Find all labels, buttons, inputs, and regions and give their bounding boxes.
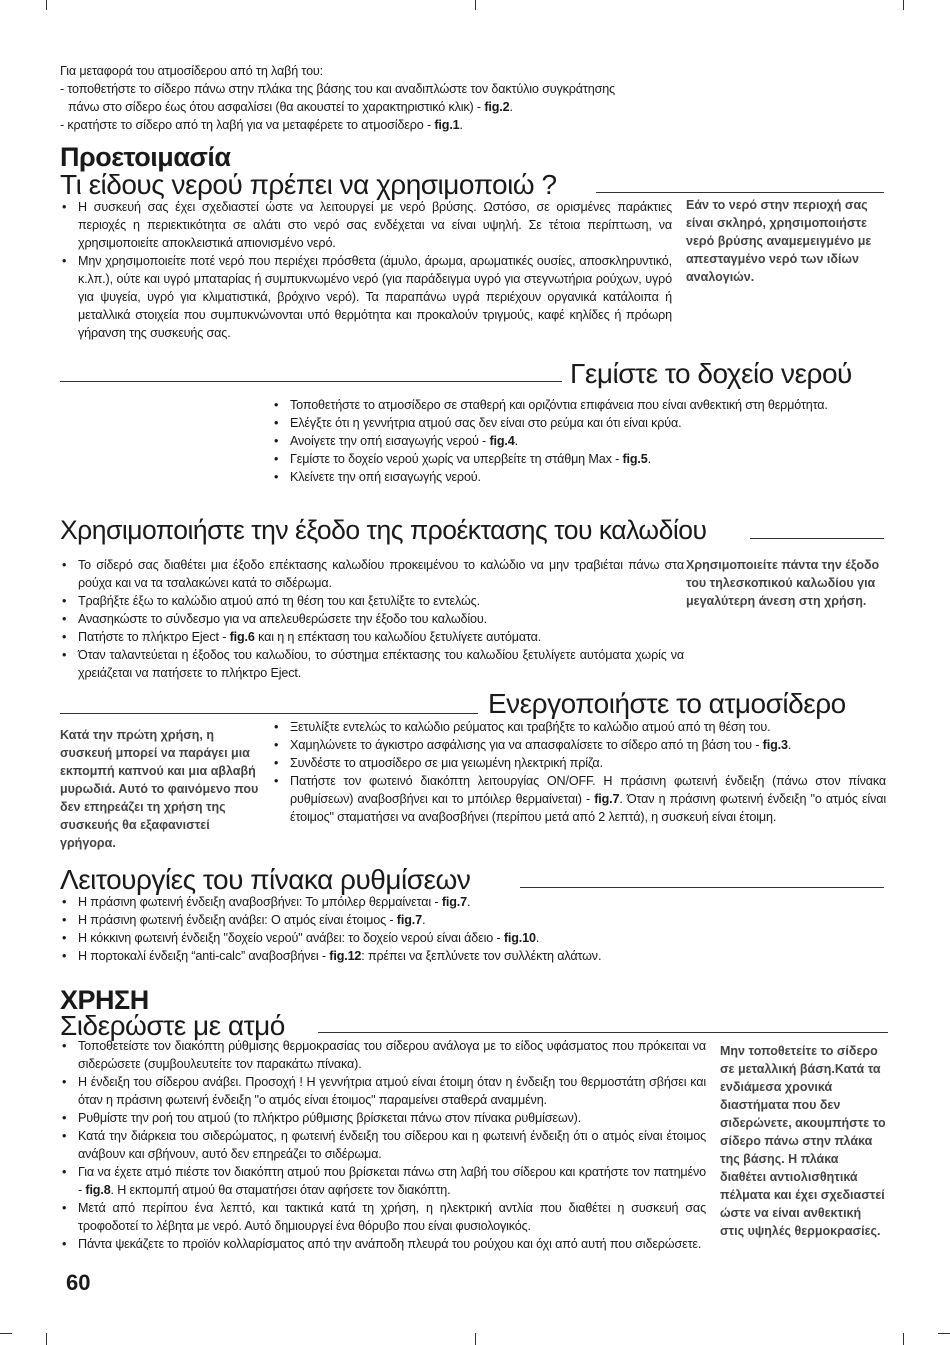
section-heading-cord: Χρησιμοποιήστε την έξοδο της προέκτασης του καλωδίου — [60, 515, 707, 545]
item-end: και η η επέκταση του καλωδίου ξετυλίγετε αυτόματα. — [254, 630, 542, 644]
item-text: Η ένδειξη του σίδερου ανάβει. Προσοχή ! Η γεννήτρια ατμού είναι έτοιμη όταν η ένδειξη του θερμοστάτη σβήσει και όταν η πράσινη φωτεινή ένδειξη "ο ατμός είναι έτοιμος" παραμείνει σταθερά αναμμένη. — [78, 1075, 706, 1107]
item-end: . Όταν η πράσινη φωτεινή ένδειξη "ο ατμός είναι έτοιμος" σταματήσει να αναβοσβήνει (περίπου μετά από 2 λεπτά), η συσκευή είναι έτοιμη. — [290, 792, 886, 824]
heading-rule — [60, 381, 562, 382]
fig-ref: fig.1 — [434, 118, 460, 132]
list-item — [60, 1127, 706, 1163]
fig-ref: fig.6 — [229, 630, 255, 644]
item-text: Η πορτοκαλί ένδειξη “anti-calc” αναβοσβήνει - — [78, 949, 330, 963]
item-end: . — [647, 452, 651, 466]
prep-bullets — [60, 198, 672, 342]
item-text: Κατά την διάρκεια του σιδερώματος, η φωτεινή ένδειξη του σίδερου και η φωτεινή ένδειξη ότι ο ατμός είναι έτοιμος ανάβουν και σβήνουν, αυτό δεν επηρεάζει το σιδέρωμα. — [78, 1129, 706, 1161]
item-text: Όταν ταλαντεύεται η έξοδος του καλωδίου, το σύστημα επέκτασης του καλωδίου ξετυλίγετε αυτόματα χωρίς να χρειάζεται να πατήσετε το πλήκτρο Eject. — [78, 648, 684, 680]
list-item — [60, 1199, 706, 1235]
list-item — [272, 718, 886, 736]
cord-bullets — [60, 556, 684, 682]
list-item — [60, 1073, 706, 1109]
prep-body — [60, 198, 672, 342]
item-text: Χαμηλώνετε το άγκιστρο ασφάλισης για να απασφαλίσετε το σίδερο από τη βάση του - — [290, 738, 763, 752]
item-text: Ρυθμίστε την ροή του ατμού (το πλήκτρο ρύθμισης βρίσκεται πάνω στον πίνακα ρυθμίσεων). — [78, 1111, 582, 1125]
list-item — [60, 646, 684, 682]
item-text: Τοποθετήστε το ατμοσίδερο σε σταθερή και οριζόντια επιφάνεια που είναι ανθεκτική στη θερμότητα. — [290, 398, 828, 412]
item-text: Τοποθετείστε τον διακόπτη ρύθμισης θερμοκρασίας του σίδερου ανάλογα με το είδος υφάσματος που πρόκειται να σιδερώσετε (συμβουλευτείτε τον παρακάτω πίνακα). — [78, 1039, 706, 1071]
fill-bullets — [272, 396, 884, 486]
list-item — [272, 754, 886, 772]
item-text: Συνδέστε το ατμοσίδερο σε μια γειωμένη ηλεκτρική πρίζα. — [290, 756, 603, 770]
intro-text — [60, 62, 720, 134]
section-heading-fill: Γεμίστε το δοχείο νερού — [570, 358, 852, 389]
list-item: • Μην χρησιμοποιείτε ποτέ νερό που περιέχει πρόσθετα (άμυλο, άρωμα, αρωματικές ουσίες, αποσκληρυντικό, κ.λπ.), ούτε και υγρό μπαταρίας ή συμπυκνωμένο νερό (για παράδειγμα υγρό για στεγνωτήρια ρούχων, υγρό για ψυγεία, υγρό για κλιματιστικά, βρόχινο νερό). Τα παραπάνω υγρά περιέχουν οργανικά κατάλοιπα ή μεταλλικά στοιχεία που συμπυκνώνονται υπό θερμότητα και προκαλούν τριγμούς, καφέ κηλίδες ή πρόωρη γήρανση της συσκευής σας. — [60, 252, 672, 342]
item-end: . — [421, 913, 426, 927]
list-item — [272, 450, 884, 468]
item-text: Ελέγξτε ότι η γεννήτρια ατμού σας δεν είναι στο ρεύμα και ότι είναι κρύα. — [290, 416, 682, 430]
list-item — [272, 772, 886, 826]
list-item — [60, 556, 684, 592]
item-end: . — [787, 738, 792, 752]
fig-ref: fig.7 — [396, 913, 422, 927]
fig-ref: fig.10 — [503, 931, 536, 945]
item-text: Ξετυλίξτε εντελώς το καλώδιο ρεύματος και τραβήξτε το καλώδιο ατμού από τη θέση του. — [290, 720, 771, 734]
subheading-steam-ironing: Σιδερώστε με ατμό — [60, 1010, 285, 1041]
list-item — [60, 911, 886, 929]
intro-line — [60, 98, 720, 116]
panel-bullets — [60, 893, 886, 965]
list-item — [272, 414, 884, 432]
list-item — [272, 396, 884, 414]
item-text: Γεμίστε το δοχείο νερού χωρίς να υπερβείτε τη στάθμη Max - — [290, 452, 623, 466]
list-item — [60, 1109, 706, 1127]
crop-mark — [903, 0, 904, 10]
fig-ref: fig.7 — [594, 792, 620, 806]
item-text: Ανασηκώστε το σύνδεσμο για να απελευθερώσετε την έξοδο του καλωδίου. — [78, 612, 487, 626]
item-text: Κλείνετε την οπή εισαγωγής νερού. — [290, 470, 481, 484]
item-text: Πάντα ψεκάζετε το προϊόν κολλαρίσματος από την ανάποδη πλευρά του ρούχου και όχι από αυτή που σιδερώσετε. — [78, 1237, 702, 1251]
crop-mark — [46, 0, 47, 10]
activate-body — [272, 718, 886, 826]
item-end: : πρέπει να ξεπλύνετε τον συλλέκτη αλάτων. — [361, 949, 602, 963]
crop-mark — [903, 1333, 904, 1345]
list-item — [60, 929, 886, 947]
heading-rule — [318, 1032, 888, 1033]
fig-ref: fig.5 — [622, 452, 648, 466]
list-item: • Η συσκευή σας έχει σχεδιαστεί ώστε να λειτουργεί με νερό βρύσης. Ωστόσο, σε ορισμένες παράκτιες περιοχές η περιεκτικότητα σε αλάτι στο νερό σας ενδέχεται να είναι υψηλή. Σε τέτοια περίπτωση, να χρησιμοποιείτε αποκλειστικά απιονισμένο νερό. — [60, 198, 672, 252]
item-text: Πατήστε τον φωτεινό διακόπτη λειτουργίας ON/OFF. Η πράσινη φωτεινή ένδειξη (πάνω στον πίνακα ρυθμίσεων) αναβοσβήνει και το μπόιλερ θερμαίνεται) - — [290, 774, 886, 806]
fig-ref: fig.4 — [489, 434, 515, 448]
heading-rule — [520, 887, 884, 888]
intro-end: . — [509, 100, 513, 114]
side-note-first-use: Κατά την πρώτη χρήση, η συσκευή μπορεί να παράγει μια εκπομπή καπνού και μια αβλαβή μυρωδιά. Αυτό το φαινόμενο που δεν επηρεάζει τη χρήση της συσκευής θα εξαφανιστεί γρήγορα. — [60, 728, 259, 850]
fig-ref: fig.3 — [762, 738, 788, 752]
item-text: Τραβήξτε έξω το καλώδιο ατμού από τη θέση του και ξετυλίξτε το εντελώς. — [78, 594, 480, 608]
list-item — [60, 1163, 706, 1199]
list-item — [60, 628, 684, 646]
list-item — [272, 736, 886, 754]
item-text: Πατήστε το πλήκτρο Eject - — [78, 630, 230, 644]
item-text: Η πράσινη φωτεινή ένδειξη αναβοσβήνει: Το μπόιλερ θερμαίνεται - — [78, 895, 442, 909]
item-text: Ανοίγετε την οπή εισαγωγής νερού - — [290, 434, 490, 448]
page-number: 60 — [66, 1270, 91, 1295]
list-item — [272, 468, 884, 486]
heading-rule — [750, 538, 884, 539]
intro-text-span: - κρατήστε το σίδερο από τη λαβή για να μεταφέρετε το ατμοσίδερο - — [60, 118, 435, 132]
heading-rule — [60, 713, 478, 714]
item-end: . — [466, 895, 471, 909]
subheading-water-type: Τι είδους νερού πρέπει να χρησιμοποιώ ? — [60, 169, 557, 200]
crop-mark — [0, 1333, 12, 1334]
use-body — [60, 1037, 706, 1253]
fill-body — [272, 396, 884, 486]
section-heading-activate: Ενεργοποιήστε το ατμοσίδερο — [488, 688, 846, 719]
heading-rule — [596, 192, 884, 193]
item-text: Η κόκκινη φωτεινή ένδειξη "δοχείο νερού" ανάβει: το δοχείο νερού είναι άδειο - — [78, 931, 504, 945]
item-text: Μετά από περίπου ένα λεπτό, και τακτικά κατά τη χρήση, η ηλεκτρική αντλία που διαθέτει η συσκευή σας τροφοδοτεί το λέβητα με νερό. Αυτό δημιουργεί ένα θόρυβο που είναι φυσιολογικός. — [78, 1201, 706, 1233]
list-item — [60, 610, 684, 628]
side-note-water: Εάν το νερό στην περιοχή σας είναι σκληρό, χρησιμοποιήστε νερό βρύσης αναμεμειγμένο με απεσταγμένο νερό των ιδίων αναλογιών. — [686, 198, 872, 284]
cord-body — [60, 556, 684, 682]
crop-mark — [475, 1333, 476, 1345]
item-end: . — [514, 434, 518, 448]
panel-body — [60, 893, 886, 965]
list-item — [60, 947, 886, 965]
item-end: . Η εκπομπή ατμού θα σταματήσει όταν αφήσετε τον διακόπτη. — [110, 1183, 451, 1197]
item-text: Για να έχετε ατμό πιέστε τον διακόπτη ατμού που βρίσκεται πάνω στη λαβή του σίδερου και κρατήστε τον πατημένο - — [78, 1165, 706, 1197]
section-heading-use: ΧΡΗΣΗ — [60, 985, 149, 1015]
intro-end: . — [459, 118, 463, 132]
item-text: Το σίδερό σας διαθέτει μια έξοδο επέκτασης καλωδίου προκειμένου το καλώδιο να μην τραβιέται πάνω στα ρούχα και να τα τσαλακώνει κατά το σιδέρωμα. — [78, 558, 684, 590]
crop-mark — [46, 1333, 47, 1345]
intro-line: - τοποθετήστε το σίδερο πάνω στην πλάκα της βάσης του και αναδιπλώστε τον δακτύλιο συγκράτησης — [60, 82, 615, 96]
list-item — [60, 893, 886, 911]
list-item — [272, 432, 884, 450]
side-note-cord: Χρησιμοποιείτε πάντα την έξοδο του τηλεσκοπικού καλωδίου για μεγαλύτερη άνεση στη χρήση. — [686, 558, 880, 608]
fig-ref: fig.7 — [441, 895, 467, 909]
list-item — [60, 1037, 706, 1073]
crop-mark — [938, 1333, 950, 1334]
fig-ref: fig.12 — [329, 949, 362, 963]
intro-text-span: πάνω στο σίδερο έως ότου ασφαλίσει (θα ακουστεί το χαρακτηριστικό κλικ) - — [68, 100, 485, 114]
section-heading-preparation: Προετοιμασία — [60, 142, 231, 172]
use-bullets — [60, 1037, 706, 1253]
intro-line — [60, 116, 720, 134]
list-item — [60, 592, 684, 610]
list-item — [60, 1235, 706, 1253]
activate-bullets — [272, 718, 886, 826]
item-text: Η πράσινη φωτεινή ένδειξη ανάβει: Ο ατμός είναι έτοιμος - — [78, 913, 397, 927]
item-end: . — [535, 931, 540, 945]
side-note-metal-base: Μην τοποθετείτε το σίδερο σε μεταλλική βάση.Κατά τα ενδιάμεσα χρονικά διαστήματα που δεν σιδερώνετε, ακουμπήστε το σίδερο πάνω στην πλάκα της βάσης. Η πλάκα διαθέτει αντιολισθητικά πέλματα και έχει σχεδιαστεί ώστε να είναι ανθεκτική στις υψηλές θερμοκρασίες. — [720, 1044, 886, 1238]
intro-line: Για μεταφορά του ατμοσίδερου από τη λαβή του: — [60, 64, 324, 78]
section-heading-panel: Λειτουργίες του πίνακα ρυθμίσεων — [60, 864, 471, 895]
fig-ref: fig.2 — [484, 100, 510, 114]
fig-ref: fig.8 — [85, 1183, 111, 1197]
crop-mark — [475, 0, 476, 10]
